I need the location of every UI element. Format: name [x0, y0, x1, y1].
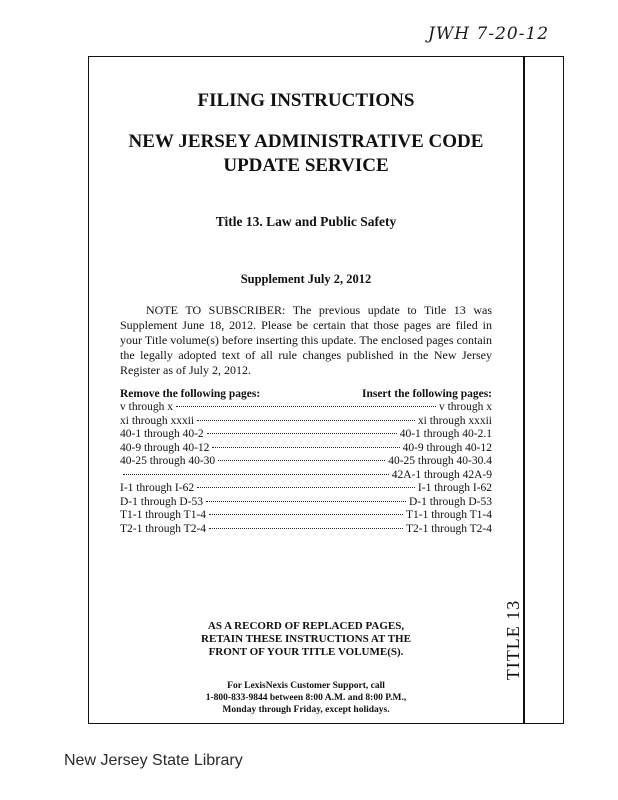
table-row — [120, 523, 492, 537]
record-line1: AS A RECORD OF REPLACED PAGES, — [207, 620, 405, 632]
code-title-line2: UPDATE SERVICE — [223, 155, 389, 176]
insert-header: Insert the following pages: — [361, 388, 492, 400]
subscriber-note: NOTE TO SUBSCRIBER: The previous update to Title 13 was Supplement June 18, 2012. Please be certain that those pages are filed in your Title volume(s) before inserting this update. The enclosed pages contain the legally adopted text of all rule changes published in the New Jersey Register as of July 2, 2012. — [120, 303, 492, 377]
dot-leader — [197, 420, 415, 421]
insert-pages: 40-1 through 40-2.1 — [399, 428, 492, 440]
dot-leader — [176, 406, 436, 407]
handwritten-initials-date: JWH 7-20-12 — [428, 24, 550, 44]
table-row — [120, 401, 492, 415]
support-line2: 1-800-833-9844 between 8:00 A.M. and 8:00 P.M., — [205, 693, 407, 703]
dot-leader — [206, 501, 406, 502]
insert-pages: xi through xxxii — [417, 414, 492, 427]
insert-pages: 40-9 through 40-12 — [402, 441, 492, 454]
title-name: Title 13. Law and Public Safety — [215, 214, 397, 229]
remove-pages: T2-1 through T2-4 — [120, 522, 207, 535]
table-row — [120, 469, 492, 483]
library-stamp: New Jersey State Library — [64, 752, 243, 769]
remove-header: Remove the following pages: — [120, 388, 261, 400]
table-row — [120, 428, 492, 442]
dot-leader — [197, 487, 415, 488]
table-row — [120, 509, 492, 523]
code-title — [120, 130, 492, 178]
page-title: FILING INSTRUCTIONS — [197, 90, 415, 111]
supplement-date: Supplement July 2, 2012 — [240, 272, 372, 286]
insert-pages: I-1 through I-62 — [417, 482, 492, 494]
code-title-line1: NEW JERSEY ADMINISTRATIVE CODE — [128, 131, 484, 152]
remove-pages: D-1 through D-53 — [120, 495, 204, 508]
remove-pages: 40-25 through 40-30 — [120, 455, 216, 467]
insert-pages: T1-1 through T1-4 — [405, 509, 492, 521]
remove-pages: I-1 through I-62 — [120, 482, 195, 494]
support-line1: For LexisNexis Customer Support, call — [227, 681, 385, 691]
dot-leader — [212, 447, 399, 448]
record-line3: FRONT OF YOUR TITLE VOLUME(S). — [208, 646, 404, 658]
dot-leader — [123, 474, 389, 475]
remove-pages: xi through xxxii — [120, 414, 195, 427]
instructions-content — [120, 90, 492, 536]
table-row — [120, 482, 492, 496]
insert-pages: v through x — [438, 401, 492, 413]
support-line3: Monday through Friday, except holidays. — [222, 705, 390, 715]
dot-leader — [209, 528, 403, 529]
table-row — [120, 496, 492, 510]
remove-pages: 40-9 through 40-12 — [120, 441, 210, 454]
insert-pages: D-1 through D-53 — [408, 495, 492, 508]
pages-table-header — [120, 388, 492, 400]
dot-leader — [218, 460, 385, 461]
remove-pages: T1-1 through T1-4 — [120, 509, 207, 521]
title-tab-label: TITLE 13 — [503, 599, 523, 681]
remove-pages: 40-1 through 40-2 — [120, 428, 204, 440]
table-row — [120, 415, 492, 429]
table-row — [120, 442, 492, 456]
remove-pages: v through x — [120, 401, 174, 413]
pages-table — [120, 401, 492, 536]
insert-pages: T2-1 through T2-4 — [405, 522, 492, 535]
insert-pages: 40-25 through 40-30.4 — [388, 455, 492, 467]
record-instructions — [120, 620, 492, 659]
customer-support-info — [120, 680, 492, 716]
table-row — [120, 455, 492, 469]
dot-leader — [209, 514, 403, 515]
dot-leader — [207, 433, 397, 434]
insert-pages: 42A-1 through 42A-9 — [391, 468, 492, 481]
record-line2: RETAIN THESE INSTRUCTIONS AT THE — [201, 633, 411, 645]
